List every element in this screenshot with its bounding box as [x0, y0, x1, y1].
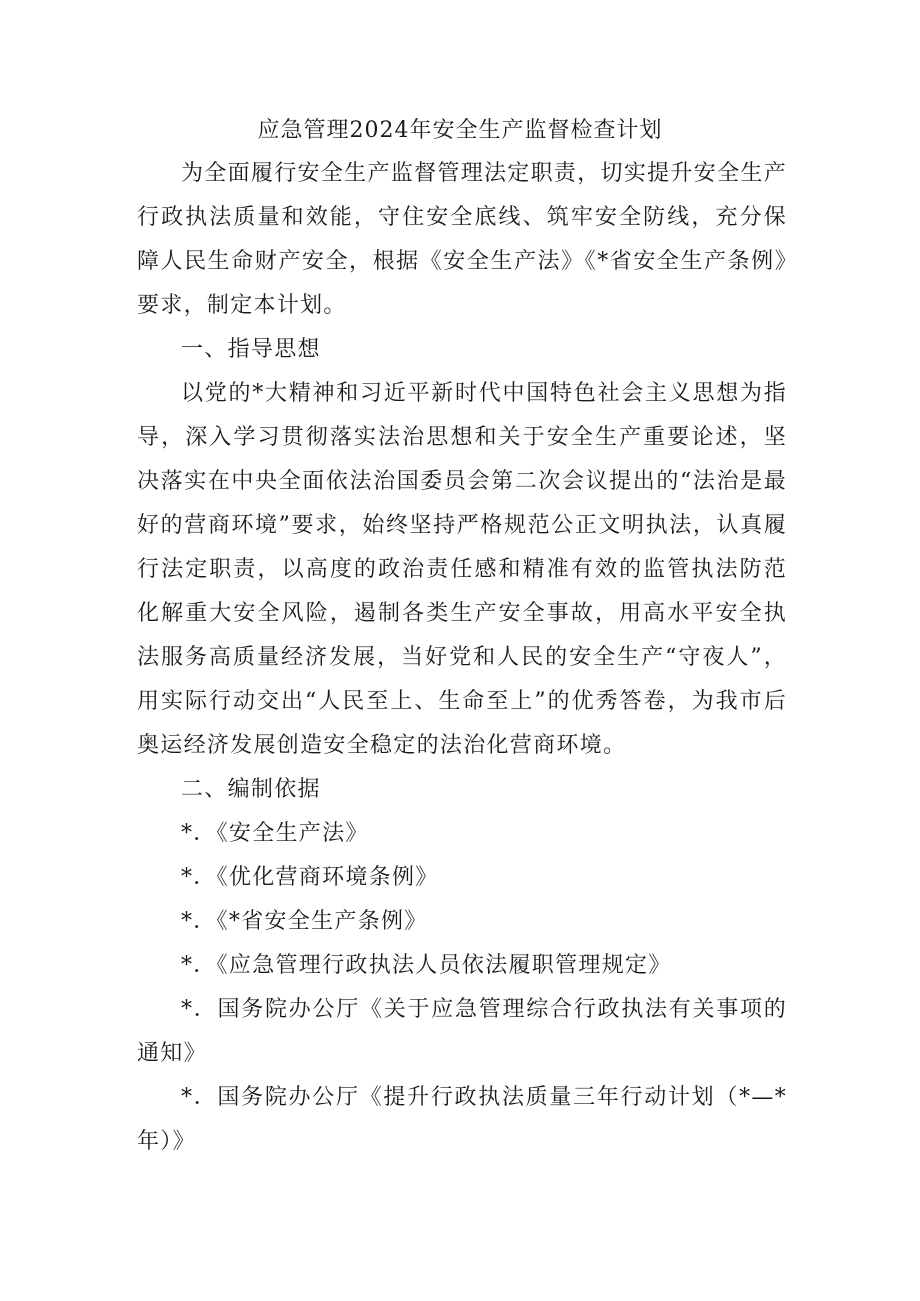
- basis-item: *．国务院办公厅《提升行政执法质量三年行动计划（*—*年）》: [137, 1085, 787, 1154]
- basis-item: *．《优化营商环境条例》: [181, 865, 439, 890]
- document-body: [137, 152, 787, 1164]
- section-heading-basis: 二、编制依据: [181, 777, 321, 802]
- basis-item: *．国务院办公厅《关于应急管理综合行政执法有关事项的通知》: [137, 997, 787, 1066]
- intro-paragraph: 为全面履行安全生产监督管理法定职责，切实提升安全生产行政执法质量和效能，守住安全底线、筑牢安全防线，充分保障人民生命财产安全，根据《安全生产法》《*省安全生产条例》要求，制定本计划。: [137, 161, 787, 318]
- basis-item: *．《安全生产法》: [181, 821, 369, 846]
- basis-item: *．《应急管理行政执法人员依法履职管理规定》: [181, 953, 672, 978]
- document-title: 应急管理2024年安全生产监督检查计划: [257, 118, 663, 143]
- basis-item: *．《*省安全生产条例》: [181, 909, 428, 934]
- guiding-ideology-paragraph: 以党的*大精神和习近平新时代中国特色社会主义思想为指导，深入学习贯彻落实法治思想和关于安全生产重要论述，坚决落实在中央全面依法治国委员会第二次会议提出的“法治是最好的营商环境”要求，始终坚持严格规范公正文明执法，认真履行法定职责，以高度的政治责任感和精准有效的监管执法防范化解重大安全风险，遏制各类生产安全事故，用高水平安全执法服务高质量经济发展，当好党和人民的安全生产“守夜人”，用实际行动交出“人民至上、生命至上”的优秀答卷，为我市后奥运经济发展创造安全稳定的法治化营商环境。: [137, 381, 787, 758]
- section-heading-guiding-ideology: 一、指导思想: [181, 337, 321, 362]
